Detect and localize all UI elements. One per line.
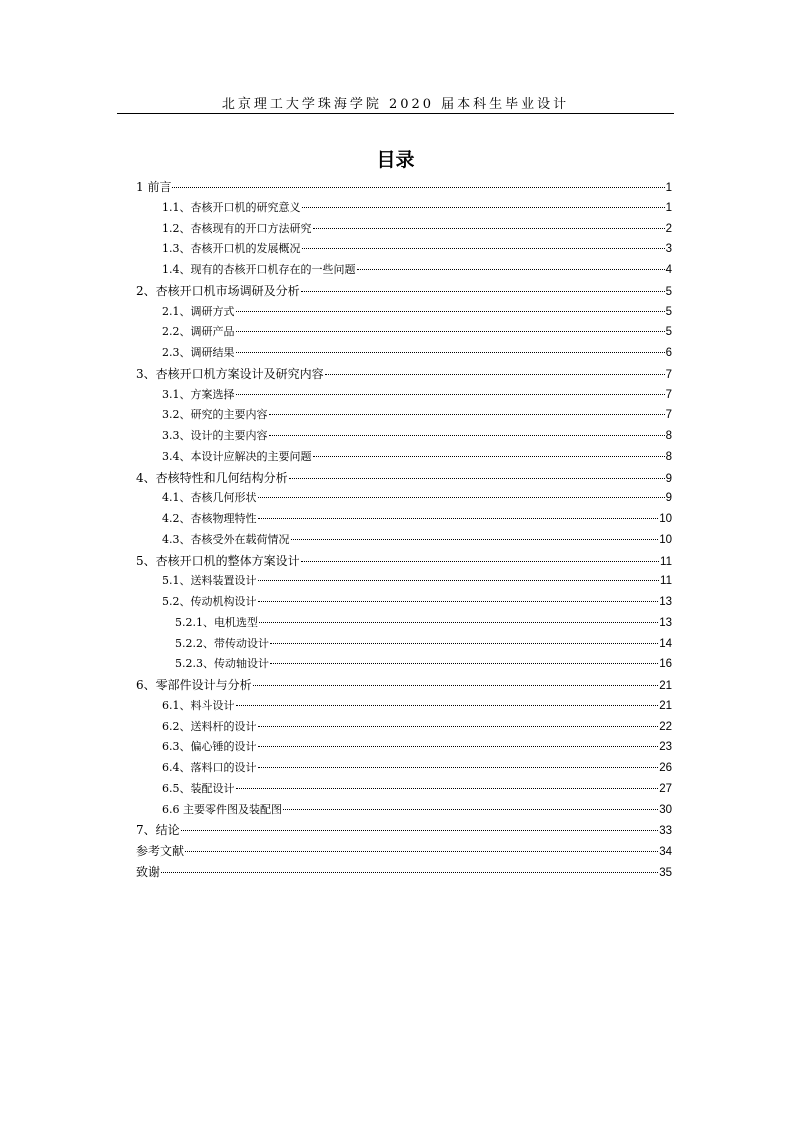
dot-leader: [313, 456, 665, 457]
toc-entry-label: 1.1、杏核开口机的研究意义: [162, 200, 301, 214]
dot-leader: [236, 331, 665, 332]
toc-entry-page-number: 11: [660, 555, 672, 568]
toc-entry-page-number: 7: [665, 388, 672, 401]
toc-entry[interactable]: [136, 198, 672, 219]
toc-entry[interactable]: [136, 779, 672, 800]
toc-entry-label: 5、杏核开口机的整体方案设计: [136, 553, 300, 568]
toc-entry-page-number: 11: [660, 575, 672, 588]
dot-leader: [236, 394, 665, 395]
toc-entry-label: 4.3、杏核受外在载荷情况: [162, 532, 290, 546]
toc-entry-page-number: 22: [659, 720, 672, 733]
dot-leader: [236, 705, 659, 706]
toc-entry-label: 致谢: [136, 864, 161, 879]
toc-entry-page-number: 33: [659, 825, 672, 838]
toc-entry-label: 6.2、送料杆的设计: [162, 719, 257, 733]
toc-entry-page-number: 2: [665, 222, 672, 235]
toc-entry-page-number: 7: [665, 368, 672, 381]
toc-entry[interactable]: [136, 239, 672, 260]
toc-entry[interactable]: [136, 654, 672, 675]
toc-entry-page-number: 23: [659, 741, 672, 754]
toc-entry-page-number: 5: [665, 285, 672, 298]
toc-entry[interactable]: [136, 488, 672, 509]
toc-entry-label: 3.4、本设计应解决的主要问题: [162, 449, 312, 463]
toc-entry-page-number: 26: [659, 762, 672, 774]
toc-title: 目录: [376, 149, 415, 171]
toc-entry[interactable]: [136, 571, 672, 592]
toc-entry-page-number: 8: [665, 430, 672, 442]
toc-entry[interactable]: [136, 841, 672, 862]
dot-leader: [258, 726, 659, 727]
dot-leader: [236, 352, 665, 353]
dot-leader: [325, 374, 665, 375]
dot-leader: [258, 518, 659, 519]
dot-leader: [181, 830, 659, 831]
toc-entry-label: 5.2.3、传动轴设计: [175, 657, 269, 671]
toc-entry[interactable]: [136, 696, 672, 717]
toc-entry-page-number: 16: [659, 658, 672, 671]
dot-leader: [258, 601, 659, 602]
toc-entry[interactable]: [136, 634, 672, 655]
toc-entry-page-number: 4: [665, 264, 672, 276]
toc-entry-page-number: 13: [659, 596, 672, 608]
toc-entry-page-number: 1: [665, 201, 672, 214]
toc-entry-label: 6.1、料斗设计: [162, 698, 235, 712]
toc-entry-page-number: 30: [659, 803, 672, 816]
toc-entry-label: 1.4、现有的杏核开口机存在的一些问题: [162, 263, 356, 276]
dot-leader: [269, 414, 665, 415]
toc-entry-label: 2.2、调研产品: [162, 325, 235, 339]
dot-leader: [161, 872, 658, 873]
toc-entry-page-number: 10: [659, 513, 672, 525]
toc-entry[interactable]: [136, 800, 672, 821]
toc-entry-page-number: 21: [659, 680, 672, 692]
page-header: 北京理工大学珠海学院 2020 届本科生毕业设计: [221, 97, 570, 112]
toc-entry[interactable]: [136, 592, 672, 613]
dot-leader: [301, 561, 659, 562]
dot-leader: [302, 248, 665, 249]
dot-leader: [172, 187, 664, 188]
toc-entry-label: 2.1、调研方式: [162, 304, 235, 318]
toc-entry[interactable]: [136, 426, 672, 447]
dot-leader: [258, 580, 660, 581]
toc-entry-label: 1 前言: [136, 180, 172, 194]
toc-entry-label: 3.1、方案选择: [162, 387, 235, 401]
toc-entry-page-number: 35: [659, 866, 672, 879]
toc-entry[interactable]: [136, 364, 672, 385]
toc-entry-label: 5.2.1、电机选型: [175, 615, 258, 629]
toc-entry[interactable]: [136, 302, 672, 323]
toc-entry-page-number: 8: [665, 450, 672, 463]
toc-entry[interactable]: [136, 281, 672, 302]
toc-entry-page-number: 34: [659, 846, 672, 858]
toc-entry[interactable]: [136, 468, 672, 489]
dot-leader: [270, 663, 658, 664]
toc-entry-label: 4.2、杏核物理特性: [162, 512, 257, 525]
toc-entry-page-number: 10: [659, 533, 672, 546]
toc-entry-label: 3.3、设计的主要内容: [162, 429, 268, 442]
toc-entry[interactable]: [136, 530, 672, 551]
toc-entry[interactable]: [136, 613, 672, 634]
dot-leader: [283, 809, 658, 810]
toc-entry[interactable]: [136, 177, 672, 198]
toc-entry-page-number: 9: [665, 472, 672, 485]
dot-leader: [357, 269, 665, 270]
dot-leader: [270, 643, 658, 644]
toc-entry[interactable]: [136, 405, 672, 426]
toc-entry-page-number: 9: [665, 492, 672, 505]
toc-entry-label: 1.3、杏核开口机的发展概况: [162, 242, 301, 256]
header-rule: [117, 113, 674, 114]
toc-entry-label: 7、结论: [136, 823, 180, 838]
dot-leader: [185, 851, 658, 852]
dot-leader: [269, 435, 665, 436]
toc-entry-label: 3、杏核开口机方案设计及研究内容: [136, 366, 324, 381]
toc-entry-label: 参考文献: [136, 844, 185, 858]
toc-entry[interactable]: [136, 219, 672, 240]
toc-entry-page-number: 13: [659, 616, 672, 629]
toc-entry-label: 5.1、送料装置设计: [162, 574, 257, 588]
toc-entry-page-number: 21: [659, 699, 672, 712]
toc-entry[interactable]: [136, 862, 672, 883]
dot-leader: [253, 685, 659, 686]
dot-leader: [236, 311, 665, 312]
toc-entry[interactable]: [136, 717, 672, 738]
toc-entry-label: 5.2.2、带传动设计: [175, 636, 269, 650]
toc-entry-label: 6.4、落料口的设计: [162, 761, 257, 774]
toc-entry[interactable]: [136, 343, 672, 364]
toc-entry-page-number: 6: [665, 347, 672, 359]
toc-entry-label: 6.6 主要零件图及装配图: [162, 802, 282, 816]
toc-entry-page-number: 14: [659, 637, 672, 650]
dot-leader: [301, 291, 665, 292]
toc-entry[interactable]: [136, 447, 672, 468]
toc-entry[interactable]: [136, 322, 672, 343]
dot-leader: [258, 746, 659, 747]
toc-entry-page-number: 5: [665, 326, 672, 339]
toc-entry-label: 5.2、传动机构设计: [162, 595, 257, 608]
dot-leader: [259, 622, 658, 623]
dot-leader: [289, 478, 665, 479]
toc-entry[interactable]: [136, 737, 672, 758]
toc-entry[interactable]: [136, 260, 672, 281]
dot-leader: [258, 767, 659, 768]
dot-leader: [236, 788, 659, 789]
dot-leader: [313, 228, 665, 229]
toc-entry-page-number: 3: [665, 243, 672, 256]
toc-entry-page-number: 1: [665, 182, 672, 194]
toc-entry[interactable]: [136, 509, 672, 530]
toc-entry-label: 6、零部件设计与分析: [136, 678, 252, 692]
toc-entry-label: 6.3、偏心锤的设计: [162, 740, 257, 754]
table-of-contents: [136, 177, 672, 883]
toc-entry-page-number: 5: [665, 305, 672, 318]
toc-entry[interactable]: [136, 551, 672, 572]
toc-entry-label: 2.3、调研结果: [162, 346, 235, 359]
toc-entry[interactable]: [136, 758, 672, 779]
toc-entry-label: 3.2、研究的主要内容: [162, 408, 268, 422]
toc-entry[interactable]: [136, 675, 672, 696]
toc-entry[interactable]: [136, 820, 672, 841]
toc-entry-page-number: 7: [665, 409, 672, 422]
toc-entry-page-number: 27: [659, 782, 672, 795]
dot-leader: [258, 497, 665, 498]
toc-entry-label: 4、杏核特性和几何结构分析: [136, 470, 288, 485]
toc-entry-label: 6.5、装配设计: [162, 781, 235, 795]
toc-entry[interactable]: [136, 385, 672, 406]
toc-entry-label: 4.1、杏核几何形状: [162, 491, 257, 505]
toc-entry-label: 2、杏核开口机市场调研及分析: [136, 283, 300, 298]
dot-leader: [302, 207, 665, 208]
toc-entry-label: 1.2、杏核现有的开口方法研究: [162, 221, 312, 235]
dot-leader: [291, 539, 659, 540]
